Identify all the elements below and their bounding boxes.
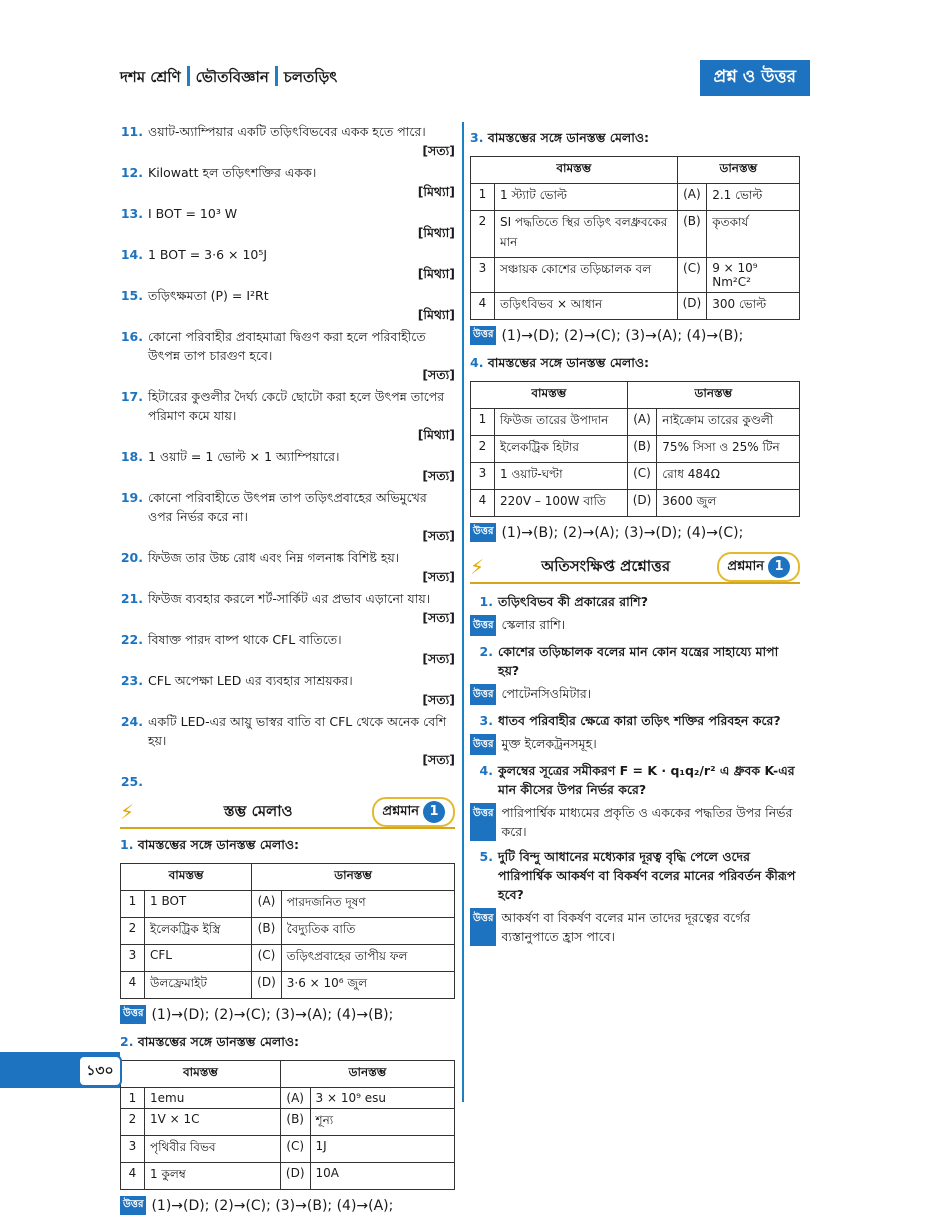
table-row [121, 1088, 455, 1109]
table-row [121, 1163, 455, 1190]
section-title: অতিসংক্ষিপ্ত প্রশ্নোত্তর [541, 556, 671, 575]
row-number: 2 [121, 1109, 145, 1136]
left-cell: ইলেকট্রিক হিটার [495, 436, 628, 463]
short-question [470, 847, 800, 904]
question-number: 1. [120, 837, 138, 852]
question-text: কোশের তড়িচ্চালক বলের মান কোন যন্ত্রের সাহায্যে মাপা হয়? [498, 644, 779, 678]
short-question [470, 592, 800, 611]
left-column-header: বামস্তম্ভ [121, 1061, 281, 1088]
item-number: 21. [120, 591, 143, 606]
marks-number: 1 [768, 556, 790, 578]
verdict-label: [মিথ্যা] [417, 307, 455, 322]
row-number: 4 [121, 972, 145, 999]
row-number: 3 [471, 463, 495, 490]
verdict-label: [মিথ্যা] [417, 225, 455, 240]
right-column-header: ডানস্তম্ভ [677, 157, 799, 184]
table-row [471, 293, 800, 320]
row-number: 2 [121, 918, 145, 945]
left-column-header: বামস্তম্ভ [471, 157, 678, 184]
verdict-label: [সত্য] [422, 569, 455, 584]
left-column-header: বামস্তম্ভ [121, 864, 252, 891]
verdict-label: [সত্য] [422, 367, 455, 382]
item-number: 19. [120, 490, 143, 505]
right-cell: তড়িৎপ্রবাহের তাপীয় ফল [281, 945, 454, 972]
item-number: 24. [120, 714, 143, 729]
tf-item [120, 488, 455, 545]
right-cell: 3600 জুল [657, 490, 800, 517]
left-column [120, 122, 455, 1225]
tf-item [120, 122, 455, 160]
answer-line [120, 1196, 455, 1215]
left-cell: SI পদ্ধতিতে স্থির তড়িৎ বলধ্রুবকের মান [495, 211, 678, 258]
tf-item [120, 163, 455, 201]
answer-tag: উত্তর [470, 326, 496, 345]
answer-line [470, 523, 800, 542]
table-row [471, 409, 800, 436]
right-cell: কৃতকার্য [707, 211, 800, 258]
answer-text: পোটেনসিওমিটার। [501, 686, 592, 701]
tf-item [120, 387, 455, 444]
tf-item [120, 630, 455, 668]
item-text: Kilowatt হল তড়িৎশক্তির একক। [মিথ্যা] [148, 165, 455, 199]
item-number: 15. [120, 288, 143, 303]
answer-tag: উত্তর [120, 1196, 146, 1215]
item-number: 20. [120, 550, 143, 565]
item-number: 11. [120, 124, 143, 139]
row-number: 1 [471, 409, 495, 436]
right-cell: 10A [310, 1163, 455, 1190]
item-text: CFL অপেক্ষা LED এর ব্যবহার সাশ্রয়কর। [সত্য] [148, 673, 455, 707]
tf-item [120, 447, 455, 485]
left-cell: ফিউজ তারের উপাদান [495, 409, 628, 436]
item-text: কোনো পরিবাহীতে উৎপন্ন তাপ তড়িৎপ্রবাহের অভিমুখের ওপর নির্ভর করে না। [সত্য] [148, 490, 455, 543]
match-instruction [120, 1034, 455, 1054]
answer-text: মুক্ত ইলেকট্রনসমূহ। [501, 736, 597, 751]
table-row [471, 463, 800, 490]
table-header-row [121, 864, 455, 891]
row-number: 2 [471, 436, 495, 463]
match-question [470, 355, 800, 542]
item-text: ফিউজ তার উচ্চ রোধ এবং নিম্ন গলনাঙ্ক বিশিষ্ট হয়। [সত্য] [148, 550, 455, 584]
left-cell: 1 BOT [145, 891, 252, 918]
column-divider [462, 122, 464, 1102]
match-table [120, 863, 455, 999]
short-section-header [470, 552, 800, 584]
right-cell: 9 × 10⁹ Nm²C² [707, 258, 800, 293]
table-row [121, 972, 455, 999]
left-cell: 1 কুলম্ব [145, 1163, 281, 1190]
verdict-label: [সত্য] [422, 692, 455, 707]
option-letter: (C) [627, 463, 657, 490]
true-false-list [120, 122, 455, 791]
right-column [470, 122, 800, 952]
answer-tag: উত্তর [470, 523, 496, 542]
verdict-label: [সত্য] [422, 752, 455, 767]
item-text: একটি LED-এর আয়ু ভাস্বর বাতি বা CFL থেকে অনেক বেশি হয়। [সত্য] [148, 714, 455, 767]
table-row [121, 918, 455, 945]
page-header [120, 60, 810, 94]
item-number: 13. [120, 206, 143, 221]
question-number: 3. [470, 130, 488, 145]
table-row [471, 258, 800, 293]
match-table [470, 381, 800, 517]
marks-number: 1 [423, 801, 445, 823]
row-number: 4 [471, 490, 495, 517]
instruction-text: বামস্তম্ভের সঙ্গে ডানস্তম্ভ মেলাও: [137, 837, 300, 852]
bolt-icon: ⚡ [120, 800, 135, 824]
match-instruction [470, 130, 800, 150]
table-row [121, 1136, 455, 1163]
answer-tag: উত্তর [470, 803, 496, 841]
left-cell: 1emu [145, 1088, 281, 1109]
row-number: 3 [471, 258, 495, 293]
breadcrumb [120, 66, 337, 91]
item-number: 12. [120, 165, 143, 180]
left-cell: 220V – 100W বাতি [495, 490, 628, 517]
right-cell: 1J [310, 1136, 455, 1163]
table-header-row [471, 382, 800, 409]
match-table [470, 156, 800, 320]
option-letter: (B) [280, 1109, 310, 1136]
option-letter: (C) [280, 1136, 310, 1163]
tf-item [120, 772, 455, 791]
answer-line [120, 1005, 455, 1024]
left-cell: CFL [145, 945, 252, 972]
item-text: বিষাক্ত পারদ বাষ্প থাকে CFL বাতিতে। [সত্য] [148, 632, 455, 666]
option-letter: (D) [252, 972, 282, 999]
answer-text: (1)→(D); (2)→(C); (3)→(A); (4)→(B); [151, 1006, 394, 1023]
item-number: 23. [120, 673, 143, 688]
right-cell: পারদজনিত দূষণ [281, 891, 454, 918]
match-section-header [120, 797, 455, 829]
question-number: 2. [120, 1034, 138, 1049]
option-letter: (C) [252, 945, 282, 972]
short-answer [470, 615, 800, 636]
table-header-row [121, 1061, 455, 1088]
left-column-header: বামস্তম্ভ [471, 382, 628, 409]
verdict-label: [মিথ্যা] [417, 184, 455, 199]
instruction-text: বামস্তম্ভের সঙ্গে ডানস্তম্ভ মেলাও: [487, 355, 650, 370]
item-text: তড়িৎক্ষমতা (P) = I²Rt [মিথ্যা] [148, 288, 455, 322]
answer-text: পারিপার্শ্বিক মাধ্যমের প্রকৃতি ও এককের পদ্ধতির উপর নির্ভর করে। [501, 805, 793, 839]
right-cell: রোধ 484Ω [657, 463, 800, 490]
option-letter: (D) [627, 490, 657, 517]
item-text: ওয়াট-অ্যাম্পিয়ার একটি তড়িৎবিভবের একক হতে পারে। [সত্য] [148, 124, 455, 158]
table-row [471, 436, 800, 463]
marks-pill: প্রশ্নমান 1 [372, 797, 455, 827]
option-letter: (B) [677, 211, 707, 258]
match-question [120, 1034, 455, 1215]
right-column-header: ডানস্তম্ভ [252, 864, 455, 891]
item-text: হিটারের কুণ্ডলীর দৈর্ঘ্য কেটে ছোটো করা হলে উৎপন্ন তাপের পরিমাণ কমে যায়। [মিথ্যা] [148, 389, 455, 442]
divider [187, 66, 190, 86]
section-badge: প্রশ্ন ও উত্তর [700, 60, 811, 96]
instruction-text: বামস্তম্ভের সঙ্গে ডানস্তম্ভ মেলাও: [487, 130, 650, 145]
option-letter: (B) [252, 918, 282, 945]
row-number: 1 [471, 184, 495, 211]
table-row [121, 1109, 455, 1136]
left-cell: তড়িৎবিভব × আধান [495, 293, 678, 320]
question-number: 3. [479, 713, 493, 728]
short-question [470, 642, 800, 680]
tf-item [120, 286, 455, 324]
table-header-row [471, 157, 800, 184]
option-letter: (A) [677, 184, 707, 211]
question-number: 4. [470, 355, 488, 370]
option-letter: (B) [627, 436, 657, 463]
short-answer [470, 734, 800, 755]
left-cell: পৃথিবীর বিভব [145, 1136, 281, 1163]
bolt-icon: ⚡ [470, 555, 485, 579]
item-text: 1 BOT = 3·6 × 10⁵J [মিথ্যা] [148, 247, 455, 281]
item-number: 14. [120, 247, 143, 262]
tf-item [120, 712, 455, 769]
question-number: 1. [479, 594, 493, 609]
right-cell: 2.1 ভোল্ট [707, 184, 800, 211]
left-cell: 1V × 1C [145, 1109, 281, 1136]
right-column-header: ডানস্তম্ভ [627, 382, 799, 409]
option-letter: (D) [280, 1163, 310, 1190]
item-text: কোনো পরিবাহীর প্রবাহমাত্রা দ্বিগুণ করা হলে পরিবাহীতে উৎপন্ন তাপ চারগুণ হবে। [সত্য] [148, 329, 455, 382]
short-answer [470, 803, 800, 841]
answer-tag: উত্তর [470, 908, 496, 946]
class-label: দশম শ্রেণি [120, 68, 181, 86]
short-question [470, 761, 800, 799]
table-row [471, 184, 800, 211]
tf-item [120, 245, 455, 283]
verdict-label: [সত্য] [422, 528, 455, 543]
short-qa-list [470, 592, 800, 946]
item-number: 22. [120, 632, 143, 647]
verdict-label: [সত্য] [422, 651, 455, 666]
option-letter: (A) [627, 409, 657, 436]
item-number: 17. [120, 389, 143, 404]
answer-tag: উত্তর [120, 1005, 146, 1024]
table-row [121, 891, 455, 918]
page-number: ১৩০ [78, 1055, 122, 1087]
table-row [471, 211, 800, 258]
right-cell: নাইক্রোম তারের কুণ্ডলী [657, 409, 800, 436]
left-cell: সঞ্চায়ক কোশের তড়িচ্চালক বল [495, 258, 678, 293]
row-number: 4 [471, 293, 495, 320]
question-text: তড়িৎবিভব কী প্রকারের রাশি? [498, 594, 648, 609]
match-instruction [470, 355, 800, 375]
right-column-header: ডানস্তম্ভ [280, 1061, 454, 1088]
row-number: 2 [471, 211, 495, 258]
option-letter: (A) [252, 891, 282, 918]
right-cell: 300 ভোল্ট [707, 293, 800, 320]
left-cell: 1 ওয়াট-ঘণ্টা [495, 463, 628, 490]
left-cell: 1 স্ট্যাট ভোল্ট [495, 184, 678, 211]
tf-item [120, 589, 455, 627]
left-cell: ইলেকট্রিক ইস্ত্রি [145, 918, 252, 945]
answer-tag: উত্তর [470, 734, 496, 755]
option-letter: (A) [280, 1088, 310, 1109]
right-cell: 3 × 10⁹ esu [310, 1088, 455, 1109]
match-table [120, 1060, 455, 1190]
section-title: স্তম্ভ মেলাও [223, 801, 293, 820]
marks-pill: প্রশ্নমান 1 [717, 552, 800, 582]
match-instruction [120, 837, 455, 857]
item-text: I BOT = 10³ W [মিথ্যা] [148, 206, 455, 240]
option-letter: (D) [677, 293, 707, 320]
verdict-label: [সত্য] [422, 468, 455, 483]
answer-text: আকর্ষণ বা বিকর্ষণ বলের মান তাদের দূরত্বের বর্গের ব্যস্তানুপাতে হ্রাস পাবে। [501, 910, 751, 944]
question-number: 5. [479, 849, 493, 864]
tf-item [120, 671, 455, 709]
row-number: 3 [121, 1136, 145, 1163]
question-number: 4. [479, 763, 493, 778]
answer-line [470, 326, 800, 345]
match-question [120, 837, 455, 1024]
short-answer [470, 908, 800, 946]
verdict-label: [মিথ্যা] [417, 427, 455, 442]
tf-item [120, 327, 455, 384]
answer-text: (1)→(D); (2)→(C); (3)→(B); (4)→(A); [151, 1197, 394, 1214]
answer-tag: উত্তর [470, 684, 496, 705]
question-text: দুটি বিন্দু আধানের মধ্যেকার দূরত্ব বৃদ্ধি পেলে ওদের পারিপার্শ্বিক আকর্ষণ বা বিকর্ষণ বলের মানের পরিবর্তন কীরূপ হবে? [498, 849, 796, 902]
table-row [121, 945, 455, 972]
tf-item [120, 548, 455, 586]
right-cell: শূন্য [310, 1109, 455, 1136]
item-text [148, 772, 455, 791]
item-text: ফিউজ ব্যবহার করলে শর্ট-সার্কিট এর প্রভাব এড়ানো যায়। [সত্য] [148, 591, 455, 625]
divider [275, 66, 278, 86]
verdict-label: [সত্য] [422, 143, 455, 158]
answer-text: (1)→(B); (2)→(A); (3)→(D); (4)→(C); [501, 524, 744, 541]
question-text: কুলম্বের সূত্রের সমীকরণ F = K · q₁q₂/r² এ ধ্রুবক K-এর মান কীসের উপর নির্ভর করে? [498, 763, 795, 797]
table-row [471, 490, 800, 517]
short-answer [470, 684, 800, 705]
row-number: 4 [121, 1163, 145, 1190]
short-question [470, 711, 800, 730]
option-letter: (C) [677, 258, 707, 293]
subject-label: ভৌতবিজ্ঞান [195, 68, 269, 86]
left-cell: উলফ্রেমাইট [145, 972, 252, 999]
row-number: 1 [121, 1088, 145, 1109]
row-number: 3 [121, 945, 145, 972]
right-cell: 75% সিসা ও 25% টিন [657, 436, 800, 463]
verdict-label: [সত্য] [422, 610, 455, 625]
question-number: 2. [479, 644, 493, 659]
chapter-label: চলতড়িৎ [283, 68, 338, 86]
item-number: 18. [120, 449, 143, 464]
right-cell: 3·6 × 10⁶ জুল [281, 972, 454, 999]
question-text: ধাতব পরিবাহীর ক্ষেত্রে কারা তড়িৎ শক্তির পরিবহন করে? [498, 713, 781, 728]
item-text: 1 ওয়াট = 1 ভোল্ট × 1 অ্যাম্পিয়ারে। [সত্য] [148, 449, 455, 483]
answer-tag: উত্তর [470, 615, 496, 636]
verdict-label: [মিথ্যা] [417, 266, 455, 281]
item-number: 16. [120, 329, 143, 344]
item-number: 25. [120, 774, 143, 789]
answer-text: স্কেলার রাশি। [501, 617, 566, 632]
instruction-text: বামস্তম্ভের সঙ্গে ডানস্তম্ভ মেলাও: [137, 1034, 300, 1049]
row-number: 1 [121, 891, 145, 918]
right-cell: বৈদ্যুতিক বাতি [281, 918, 454, 945]
tf-item [120, 204, 455, 242]
answer-text: (1)→(D); (2)→(C); (3)→(A); (4)→(B); [501, 327, 744, 344]
match-question [470, 130, 800, 345]
